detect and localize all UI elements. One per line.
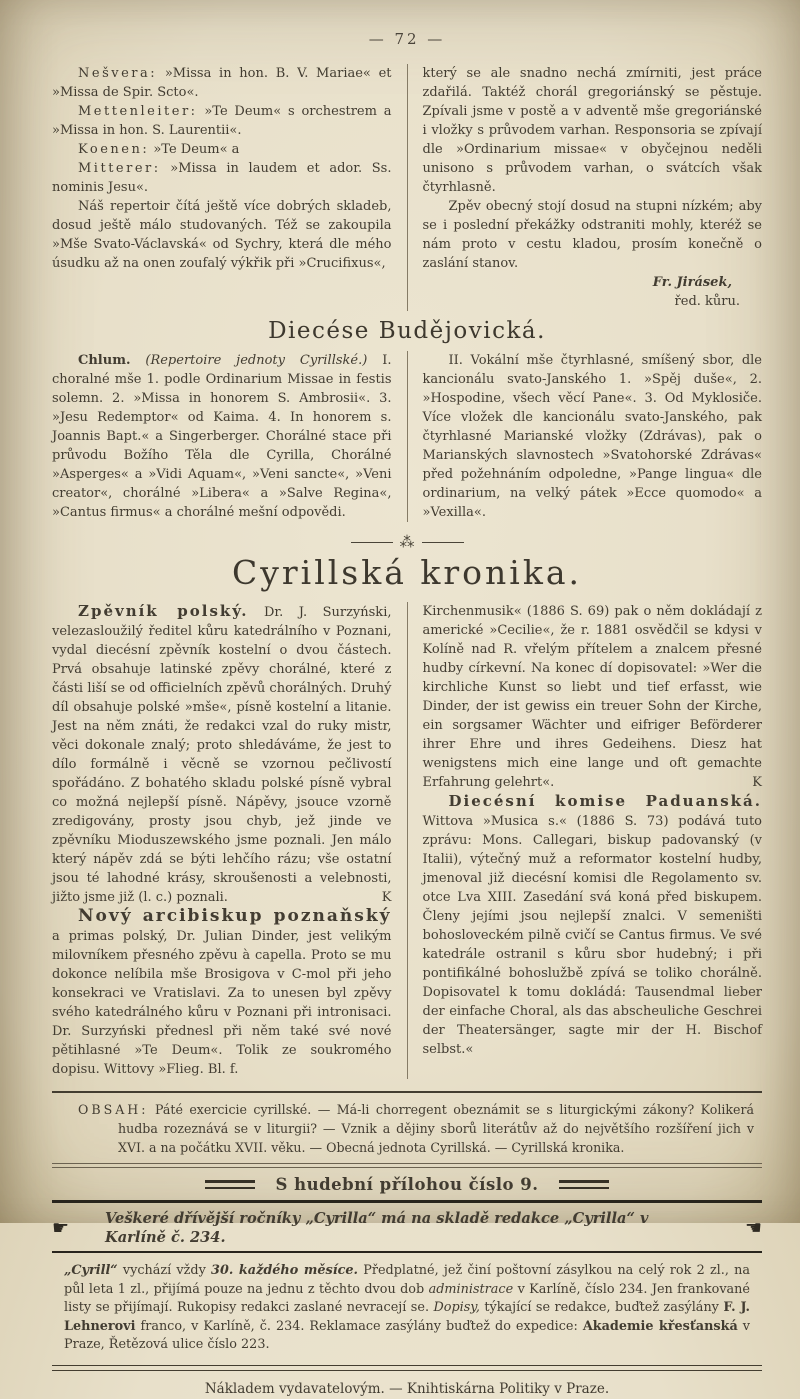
- imprint-text: vychází vždy: [117, 1263, 212, 1278]
- diecese-left-column: [52, 351, 392, 522]
- horizontal-rule: [52, 1251, 762, 1253]
- imprint-text: franco, v Karlíně, č. 234. Reklamace zasýlány buďtež do expedice:: [135, 1318, 583, 1334]
- composer-name: Nešvera:: [78, 66, 158, 81]
- composer-name: Mitterer:: [78, 161, 161, 176]
- horizontal-rule: [52, 1091, 762, 1093]
- obsah-text: Páté exercicie cyrillské. — Má-li chorregent obeznámit se s liturgickými zákony? Kolikerá hudba rozeznává se v liturgii? — Vznik a dějiny sborů literátův až do největšího rozšíření jich v XVI. a na počátku XVII. věku. — Obecná jednota Cyrillská. — Cyrillská kronika.: [118, 1102, 754, 1155]
- supplement-note: [52, 1175, 762, 1194]
- archive-note-text: Veškeré dřívější ročníky „Cyrilla“ má na skladě redakce „Cyrilla“ v Karlíně č. 234.: [105, 1210, 649, 1246]
- letters-label: Dopisy,: [433, 1300, 480, 1315]
- page-number: — 72 —: [368, 30, 446, 48]
- article-title: Diecésní komise Paduanská.: [448, 792, 762, 810]
- horizontal-rule: [52, 1365, 762, 1371]
- diecese-heading: Diecése Budějovická.: [268, 318, 546, 344]
- report-paragraph: [52, 140, 392, 159]
- asterism-icon: ⁂: [399, 533, 415, 551]
- correspondent-initial: K: [752, 775, 762, 790]
- paragraph-text: Dr. J. Surzyński, velezasloužilý ředitel kůru katedrálního v Poznani, vydal diecésní zpěvník kostelní o dvou částech. Prvá obsahuje latinské zpěvy chorálné, které z části liší se od officielních zpěvů chorálných. Druhý díl obsahuje polské »mše«, písně kostelní a litanie. Jest na něm znáti, že redakci vzal do ruky mistr, věci dokonale znalý; proto shledáváme, že jest to dílo formálně i věcně se vzornou pečlivostí spořádáno. Z bohatého skladu polské písně vybral co možná nejlepší písně. Nápěvy, jsouce vzorně zredigovány, prosty jsou chyb, jež jinde ve zpěvníku Mioduszewského jsme poznali. Jen málo který nápěv zdá se býti lehčího rázu; vše ostatní jsou té lahodné krásy, skroušenosti a velebnosti, jižto jsme již (l. c.) poznali.: [52, 605, 392, 905]
- kronika-heading: Cyrillská kronika.: [231, 553, 583, 592]
- report-paragraph: Náš repertoir čítá ještě více dobrých skladeb, dosud ještě málo studovaných. Též se zakoupila »Mše Svato-Václavská« od Sychry, která dle mého úsudku až na onen zoufalý výkřik při »Crucifixus«,: [52, 199, 392, 271]
- academy-name: Akademie křesťanská: [582, 1318, 738, 1334]
- article-title: Zpěvník polský.: [78, 602, 249, 620]
- supplement-text: S hudební přílohou číslo 9.: [275, 1175, 539, 1194]
- paragraph-text: I. choralné mše 1. podle Ordinarium Missae in festis solemn. 2. »Missa in honorem S. Ambrosii«. 3. »Jesu Redemptor« od Kaima. 4. In honorem s. Joannis Bapt.« a Singerberger. Chorálné stace při průvodu Božího Těla dle Cyrilla, Chorálné »Asperges« a »Vidi Aquam«, »Veni sancte«, »Veni creator«, chorálné »Libera« a »Salve Regina«, »Cantus firmus« a chorálné mešní odpovědi.: [52, 353, 392, 520]
- paragraph-text: Wittova »Musica s.« (1886 S. 73) podává tuto zprávu: Mons. Callegari, biskup padovanský (v Italii), výtečný muž a reformator kostelní hudby, jmenoval již diecésní komisi dle Regolamento sv. otce Lva XIII. Zasedání svá koná před biskupem. Členy jejími jsou nejlepší znalci. V semeništi bohosloveckém pilně cvičí se Cantus firmus. Ve své katedrále ostranil s kůru sbor hudebný; i při pontifikálné bohoslužbě zpívá se toliko chorálně. Dopisovatel k tomu dokládá: Tausendmal lieber der einfache Choral, als das abscheuliche Geschrei der Theatersänger, sagte mir der H. Bischof selbst.«: [422, 814, 762, 1057]
- imprint-text: Předplatné, jež činí poštovní zásylkou na celý rok 2 zl., na půl leta 1 zl., přijímá pouze na jednu z těchto dvou dob: [64, 1263, 750, 1297]
- report-paragraph: [52, 64, 392, 102]
- paragraph-text: »Te Deum« a: [149, 142, 240, 157]
- composer-name: Mettenleiter:: [78, 104, 198, 119]
- obsah-label: OBSAH:: [78, 1102, 149, 1117]
- composer-name: Koenen:: [78, 142, 150, 157]
- issue-date: 30. každého měsíce.: [211, 1263, 359, 1278]
- divider-line: [351, 542, 393, 543]
- report-section: [52, 64, 762, 311]
- section-divider: [52, 533, 762, 552]
- kronika-paragraph: [423, 792, 763, 1059]
- report-left-column: [52, 64, 392, 311]
- paragraph-text: »Missa in hon. B. V. Mariae« et »Missa de Spir. Scto«.: [52, 66, 392, 100]
- diecese-paragraph: II. Vokální mše čtyrhlasné, smíšený sbor, dle kancionálu svato-Janského 1. »Spěj duše«, 2. »Hospodine, všech věcí Pane«. 3. Od Myklosiče. Více vložek dle kancionálu svato-Janského, pak čtyrhlasné Marianské vložky (Zdrávas), pak o Marianských slavnostech »Svatohorské Zdrávas« před požehnáním odpoledne, »Pange lingua« dle ordinarium, na velký pátek »Ecce quomodo« a »Vexilla«.: [422, 353, 762, 520]
- archive-note: [52, 1209, 762, 1247]
- kronika-left-column: [52, 602, 392, 1079]
- imprint-text: v Praze, Řetězová ulice číslo 223.: [64, 1318, 750, 1352]
- report-paragraph: který se ale snadno nechá zmírniti, jest práce zdařilá. Taktéž chorál gregoriánský se pěstuje. Zpívali jsme v postě a v adventě mše gregoriánské i vložky s průvodem varhan. Responsoria se zpívají dle »Ordinarium missae« v obyčejnou neděli unisono s průvodem varhan, o svátcích však čtyrhlasně.: [422, 66, 762, 195]
- report-paragraph: [52, 102, 392, 140]
- pointing-hand-left-icon: ☚: [744, 1216, 762, 1239]
- triple-bar-icon: [559, 1180, 609, 1189]
- report-right-column: [407, 64, 763, 311]
- correspondent-initial: K: [381, 890, 392, 905]
- diecese-section: [52, 351, 762, 522]
- table-of-contents: [60, 1100, 754, 1157]
- editor-name: F. J. Lehnerovi: [64, 1300, 750, 1334]
- paragraph-text: Kirchenmusik« (1886 S. 69) pak o něm dokládají z americké »Cecilie«, že r. 1881 osvědčil se kdysi v Kolíně nad R. vřelým přítelem a znalcem přesné hudby církevní. Na konec dí dopisovatel: »Wer die kirchliche Kunst so liebt und tief erfasst, wie Dinder, der ist gewiss ein treuer Sohn der Kirche, ein sorgsamer Wächter und eifriger Beförderer ihrer Ehre und ihres Gedeihens. Diesz hat wenigstens mich eine lange und oft gemachte Erfahrung gelehrt«.: [422, 604, 762, 790]
- imprint-text: týkající se redakce, buďtež zasýlány: [479, 1300, 724, 1315]
- imprint-text: v Karlíně, číslo 234. Jen frankované listy se přijímají. Rukopisy redakci zaslané nevracejí se.: [64, 1281, 750, 1315]
- paragraph-text: a primas polský, Dr. Julian Dinder, jest velikým milovníkem přesného zpěvu à capella. Proto se mu dokonce nelíbila mše Brosigova v C-mol při jeho konsekraci ve Vratislavi. Za to unesen byl zpěvy svého katedrálného kůru v Poznani při intronisaci. Dr. Surzyński přednesl při něm také své nové pětihlasné »Te Deum«. Tolik ze soukromého dopisu. Wittovy »Flieg. Bl. f.: [52, 929, 392, 1077]
- diecese-right-column: [407, 351, 763, 522]
- report-paragraph: Zpěv obecný stojí dosud na stupni nízkém; aby se i poslední překážky odstraniti mohly, kteréž se nám proto v cestu kladou, prosím konečně o zaslání stanov.: [422, 199, 762, 271]
- horizontal-rule: [52, 1163, 762, 1168]
- kronika-paragraph: [52, 907, 392, 1079]
- place-name: Chlum.: [78, 353, 131, 368]
- journal-name: „Cyrill“: [64, 1263, 118, 1278]
- kronika-right-column: [407, 602, 763, 1079]
- paragraph-text: »Missa in laudem et ador. Ss. nominis Jesu«.: [52, 161, 392, 195]
- signature-role: řed. kůru.: [674, 294, 740, 309]
- article-title: Nový arcibiskup poznaňský: [78, 906, 392, 926]
- horizontal-rule: [52, 1200, 762, 1203]
- kronika-paragraph: [423, 602, 763, 792]
- administration-label: administrace: [428, 1281, 514, 1297]
- paragraph-text: »Te Deum« s orchestrem a »Missa in hon. S. Laurentii«.: [52, 104, 392, 138]
- divider-line: [422, 542, 464, 543]
- diecese-paragraph: [52, 351, 392, 522]
- kronika-paragraph: [52, 602, 392, 907]
- publisher-imprint: Nákladem vydavatelovým. — Knihtiskárna Politiky v Praze.: [204, 1380, 610, 1397]
- repertoire-subtitle: (Repertoire jednoty Cyrillské.): [130, 353, 368, 368]
- report-paragraph: [52, 159, 392, 197]
- subscription-info: [52, 1262, 762, 1355]
- signature-name: Fr. Jirásek,: [652, 275, 732, 290]
- triple-bar-icon: [205, 1180, 255, 1189]
- pointing-hand-right-icon: ☛: [52, 1216, 70, 1239]
- kronika-section: [52, 602, 762, 1079]
